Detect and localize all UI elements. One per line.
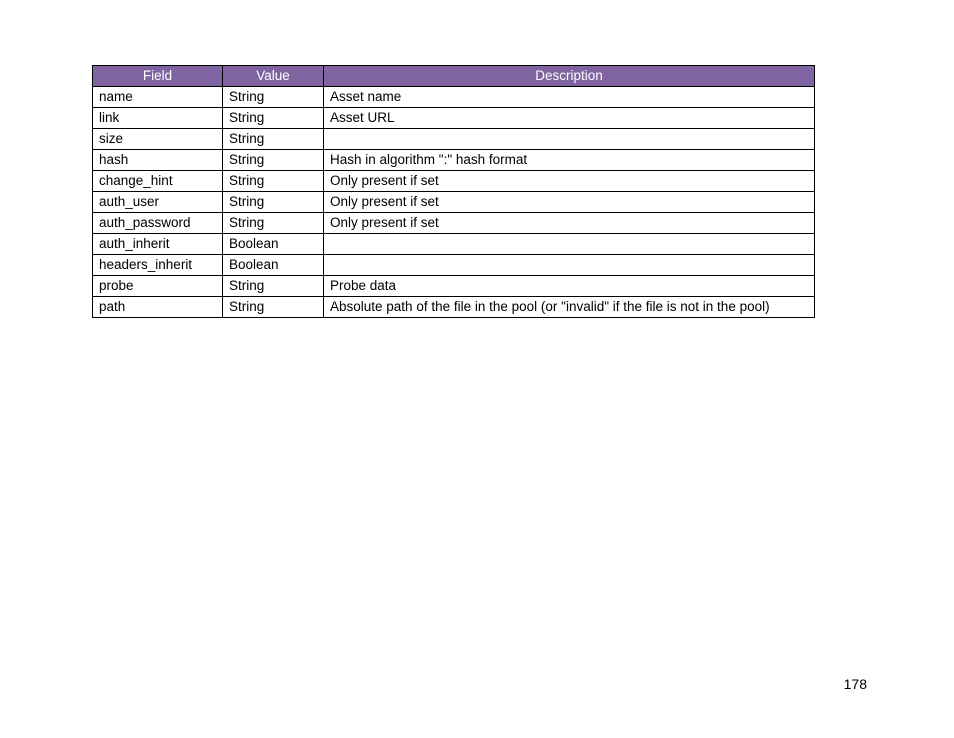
cell-description: Hash in algorithm ":" hash format [324,150,815,171]
table-row [93,108,815,129]
cell-description: Only present if set [324,213,815,234]
cell-description [324,129,815,150]
cell-field: name [93,87,223,108]
header-row [93,66,815,87]
header-description: Description [324,66,815,87]
header-field: Field [93,66,223,87]
cell-field: headers_inherit [93,255,223,276]
table-body [93,87,815,318]
cell-field: path [93,297,223,318]
cell-field: size [93,129,223,150]
table-row [93,87,815,108]
table-row [93,213,815,234]
cell-value: String [223,192,324,213]
table-row [93,234,815,255]
cell-description: Only present if set [324,192,815,213]
header-value: Value [223,66,324,87]
cell-value: String [223,87,324,108]
page-number: 178 [843,676,867,692]
cell-field: auth_inherit [93,234,223,255]
table-row [93,150,815,171]
cell-description: Only present if set [324,171,815,192]
cell-description: Asset name [324,87,815,108]
table-row [93,276,815,297]
cell-field: auth_user [93,192,223,213]
cell-field: probe [93,276,223,297]
table-row [93,297,815,318]
table-row [93,129,815,150]
cell-description: Probe data [324,276,815,297]
table-row [93,171,815,192]
table-row [93,255,815,276]
table-header [93,66,815,87]
cell-description: Asset URL [324,108,815,129]
cell-value: Boolean [223,255,324,276]
cell-field: change_hint [93,171,223,192]
cell-value: String [223,276,324,297]
cell-value: String [223,129,324,150]
fields-table [92,65,815,318]
cell-value: Boolean [223,234,324,255]
cell-description: Absolute path of the file in the pool (or "invalid" if the file is not in the pool) [324,297,815,318]
cell-field: link [93,108,223,129]
cell-description [324,234,815,255]
cell-value: String [223,213,324,234]
cell-value: String [223,297,324,318]
cell-value: String [223,108,324,129]
cell-value: String [223,171,324,192]
cell-value: String [223,150,324,171]
cell-description [324,255,815,276]
cell-field: hash [93,150,223,171]
table-row [93,192,815,213]
cell-field: auth_password [93,213,223,234]
